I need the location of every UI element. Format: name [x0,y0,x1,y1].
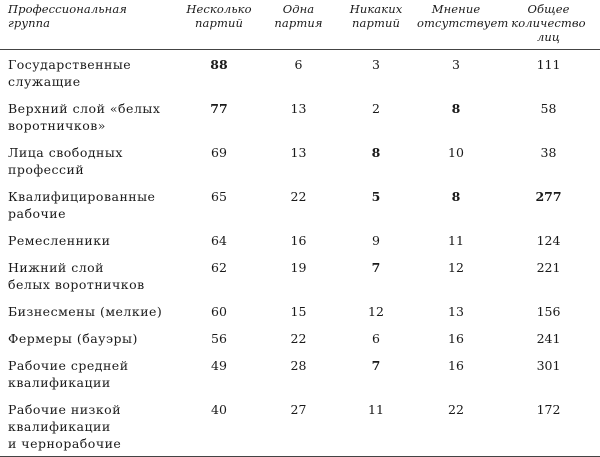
row-label-line: воротничков» [8,118,106,133]
cell-no-parties: 7 [371,260,381,275]
cell-total-persons: 58 [540,101,557,116]
cell-one-party: 13 [290,145,307,160]
spacer-cell [0,249,600,259]
row-spacer [0,222,600,232]
row-spacer [0,90,600,100]
table-row [0,330,600,347]
cell-several-parties: 56 [211,331,227,346]
header-line: Никаких [349,2,403,16]
cell-several-parties: 60 [211,304,227,319]
row-label-line: Квалифицированные [8,189,156,204]
cell-total-persons: 277 [535,189,562,204]
cell-no-opinion: 16 [448,358,464,373]
header-line: количество лиц [511,16,586,44]
row-label-line: Лица свободных [8,145,123,160]
row-label [0,259,178,293]
cell-several-parties: 49 [211,358,227,373]
row-label-line: Рабочие средней [8,358,129,373]
row-label [0,188,178,222]
spacer-cell [0,222,600,232]
cell-no-parties: 9 [372,233,380,248]
cell-no-parties: 12 [368,304,384,319]
row-label-line: и чернорабочие [8,436,122,451]
table-row [0,259,600,293]
cell-total-persons: 38 [540,145,557,160]
cell-one-party: 22 [290,331,307,346]
header-no-opinion [415,0,509,50]
row-spacer [0,293,600,303]
cell-no-opinion: 12 [448,260,464,275]
row-spacer [0,347,600,357]
cell-no-opinion: 22 [415,401,497,457]
cell-total-persons: 172 [497,401,600,457]
header-professional-group [0,0,178,50]
cell-no-parties: 11 [337,401,415,457]
row-label-line: рабочие [8,206,66,221]
cell-one-party: 19 [290,260,307,275]
table-row [0,303,600,320]
header-line: Профессиональная [8,2,127,16]
header-line: Общее [527,2,570,16]
row-label [0,100,178,134]
row-label-line: Верхний слой «белых [8,101,161,116]
spacer-cell [0,293,600,303]
cell-no-parties: 5 [371,189,381,204]
cell-several-parties: 69 [211,145,227,160]
header-line: отсутствует [417,16,509,30]
cell-no-opinion: 13 [448,304,464,319]
header-total-persons [497,0,600,50]
row-label-line: квалификации [8,419,111,434]
row-label [0,144,178,178]
spacer-cell [0,391,600,401]
cell-total-persons: 124 [536,233,561,248]
cell-no-parties: 6 [372,331,380,346]
header-line: партия [274,16,323,30]
row-spacer [0,134,600,144]
cell-total-persons: 221 [536,260,561,275]
row-label-line: служащие [8,74,81,89]
spacer-cell [0,90,600,100]
header-line: Одна [282,2,315,16]
row-label [0,401,178,457]
row-spacer [0,249,600,259]
header-no-parties [337,0,415,50]
cell-one-party: 16 [290,233,307,248]
row-label-line: профессий [8,162,85,177]
row-label-line: Ремесленники [8,233,111,248]
cell-no-parties: 8 [371,145,381,160]
spacer-cell [0,178,600,188]
cell-no-parties: 3 [372,57,380,72]
row-spacer [0,391,600,401]
cell-several-parties: 64 [211,233,227,248]
header-row [0,0,600,50]
row-label-line: Государственные [8,57,132,72]
cell-no-opinion: 16 [448,331,464,346]
cell-one-party: 6 [294,57,303,72]
cell-no-opinion: 8 [451,101,461,116]
table-row [0,50,600,91]
cell-total-persons: 111 [536,57,561,72]
cell-one-party: 28 [290,358,307,373]
row-label [0,50,178,91]
cell-several-parties: 88 [210,57,228,72]
cell-one-party: 13 [290,101,307,116]
header-line: партий [352,16,400,30]
spacer-cell [0,134,600,144]
table-row [0,357,600,391]
cell-several-parties: 65 [211,189,227,204]
cell-no-opinion: 11 [448,233,464,248]
row-label [0,330,178,347]
spacer-cell [0,320,600,330]
table-row [0,232,600,249]
cell-no-opinion: 8 [451,189,461,204]
cell-one-party: 15 [290,304,307,319]
table-row [0,100,600,134]
cell-total-persons: 241 [536,331,561,346]
header-line: группа [8,16,51,30]
row-label-line: Бизнесмены (мелкие) [8,304,163,319]
row-label-line: Фермеры (бауэры) [8,331,138,346]
row-label [0,232,178,249]
cell-total-persons: 156 [536,304,561,319]
header-one-party [260,0,337,50]
header-several-parties [178,0,260,50]
cell-total-persons: 301 [536,358,561,373]
cell-no-opinion: 10 [448,145,464,160]
row-label-line: белых воротничков [8,277,145,292]
cell-no-parties: 7 [371,358,381,373]
row-label-line: Нижний слой [8,260,104,275]
table-header [0,0,600,50]
cell-one-party: 22 [290,189,307,204]
row-label-line: квалификации [8,375,111,390]
row-label-line: Рабочие низкой [8,402,122,417]
spacer-cell [0,347,600,357]
row-label [0,357,178,391]
cell-no-parties: 2 [372,101,380,116]
row-spacer [0,320,600,330]
cell-several-parties: 62 [211,260,227,275]
cell-several-parties: 40 [178,401,260,457]
table-row [0,144,600,178]
table-row [0,188,600,222]
cell-one-party: 27 [260,401,337,457]
cell-several-parties: 77 [210,101,228,116]
table-body [0,50,600,457]
header-line: партий [195,16,243,30]
table-row [0,401,600,457]
header-line: Несколько [186,2,252,16]
row-spacer [0,178,600,188]
row-label [0,303,178,320]
cell-no-opinion: 3 [452,57,460,72]
header-line: Мнение [431,2,481,16]
